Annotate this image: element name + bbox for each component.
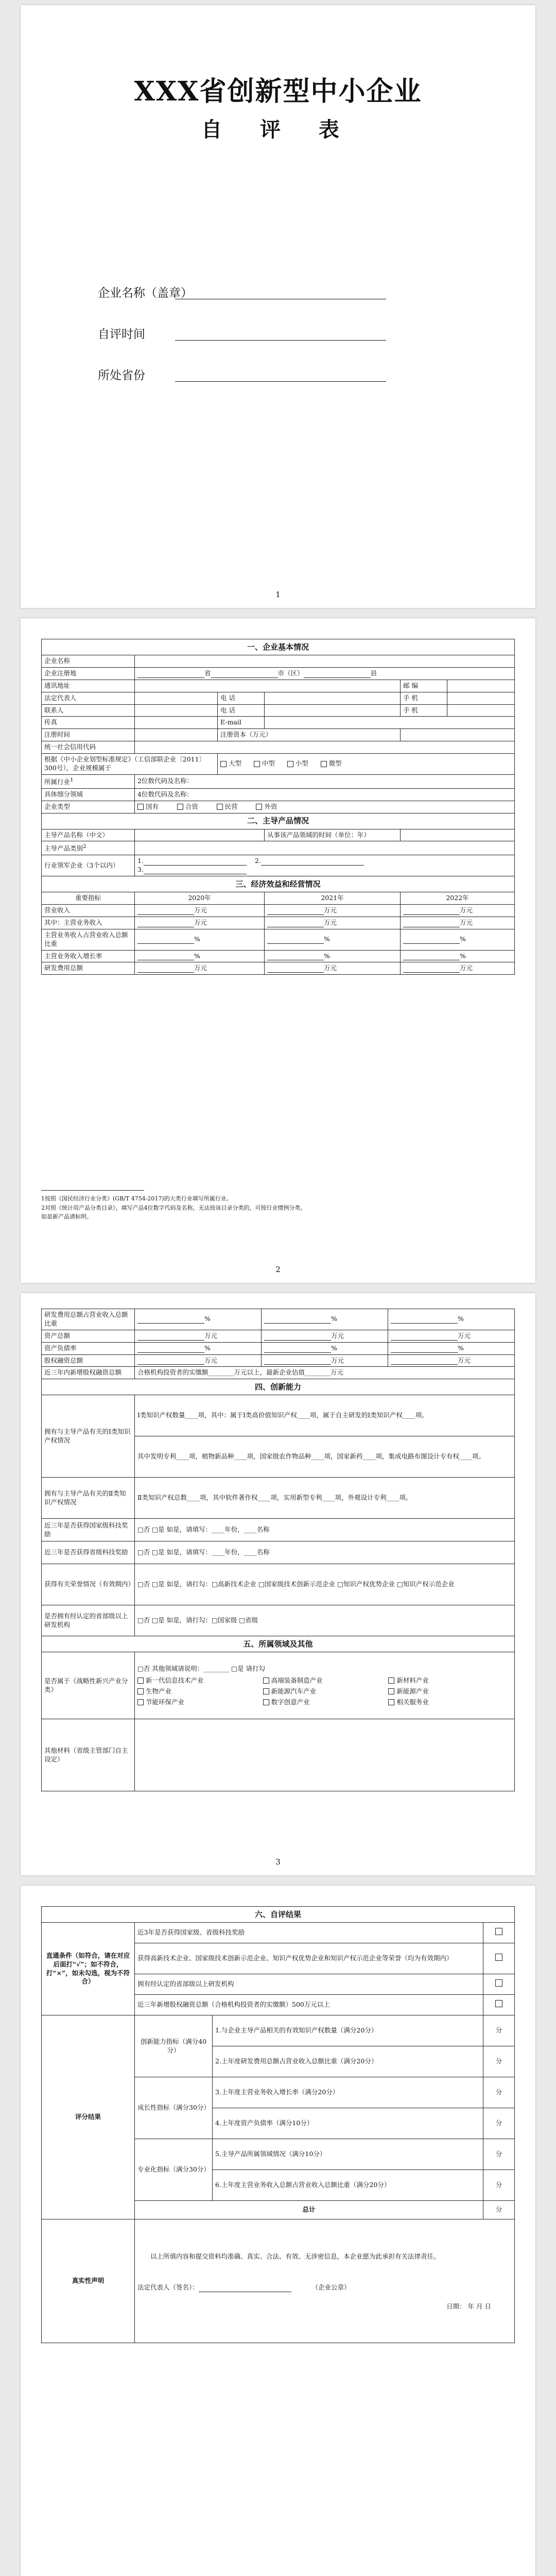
legal-rep-input[interactable]	[135, 692, 218, 704]
label-reg-capital: 注册资本（万元）	[218, 729, 401, 741]
label-honors: 获得有关荣誉情况（有效期内）	[42, 1564, 135, 1605]
truth-statement: 以上所填内容和提交资料均准确、真实、合法、有效、无涉密信息，本企业愿为此承担有关法律责任。 法定代表人（签名）： （企业公章） 日期： 年 月 日	[135, 2219, 515, 2343]
label-fax: 传真	[42, 717, 135, 729]
direct-check[interactable]	[483, 1995, 515, 2015]
direct-item: 近三年新增股权融资总额（合格机构投资者的实缴额）500万元以上	[135, 1995, 483, 2015]
label-contact: 联系人	[42, 704, 135, 717]
direct-check[interactable]	[483, 1923, 515, 1943]
label-emerging-industry: 是否属于《战略性新兴产业分类》	[42, 1652, 135, 1719]
direct-item: 近3年是否获得国家级、省级科技奖励	[135, 1923, 483, 1943]
total-input[interactable]: 分	[483, 2201, 515, 2219]
label-mobile-2: 手 机	[401, 704, 447, 717]
scale-option[interactable]: 小型	[287, 759, 308, 767]
table-row: 主营业务收入增长率 % % %	[42, 950, 515, 962]
total-label: 总计	[135, 2201, 483, 2219]
table-row: 其中：主营业务收入 万元 万元 万元	[42, 917, 515, 929]
scale-option[interactable]: 大型	[220, 759, 241, 767]
cover-subtitle: 自 评 表	[201, 117, 355, 142]
contact-phone-input[interactable]	[265, 704, 401, 717]
label-industry: 所属行业$^1$	[42, 774, 135, 788]
direct-check[interactable]	[483, 1943, 515, 1974]
scale-options	[218, 754, 515, 775]
cover-page	[21, 5, 535, 608]
cover-field-company: 企业名称（盖章）	[98, 283, 193, 300]
label-mail-address: 通讯地址	[42, 680, 135, 692]
section-title: 六、自评结果	[42, 1907, 515, 1923]
table-header: 重要指标	[42, 892, 135, 905]
label-product-name: 主导产品名称（中文）	[42, 829, 135, 841]
honors-input[interactable]: □否 □是 如是，请打勾：□高新技术企业 □国家级技术创新示范企业 □知识产权优势企业 □知识产权示范企业	[135, 1564, 515, 1605]
company-name-input[interactable]	[135, 655, 515, 668]
product-name-input[interactable]	[135, 829, 265, 841]
cover-title: XXX省创新型中小企业	[134, 76, 422, 107]
cover-field-province: 所处省份	[98, 366, 145, 383]
reg-capital-input[interactable]	[401, 729, 515, 741]
product-years-input[interactable]	[401, 829, 515, 841]
product-category-input[interactable]	[135, 841, 515, 855]
label-ip1: 拥有与主导产品有关的Ⅰ类知识产权情况	[42, 1395, 135, 1478]
label-reg-time: 注册时间	[42, 729, 135, 741]
direct-item: 获得高新技术企业、国家级技术创新示范企业、知识产权优势企业和知识产权示范企业等荣誉（均为有效期内）	[135, 1943, 483, 1974]
score-item: 2.上年度研发费用总额占营业收入总额比重（满分20分）	[213, 2046, 483, 2077]
table-header: 2021年	[265, 892, 401, 905]
score-item: 1.与企业主导产品相关的有效知识产权数量（满分20分）	[213, 2015, 483, 2046]
reg-address-input[interactable]: 省 市（区） 县	[135, 667, 515, 680]
label-phone: 电 话	[218, 692, 265, 704]
score-item: 5.主导产品所属领域情况（满分10分）	[213, 2139, 483, 2170]
basic-info-table	[41, 639, 515, 975]
industry-input[interactable]: 2位数代码及名称：	[135, 774, 515, 788]
table-header: 2022年	[401, 892, 515, 905]
phone-input[interactable]	[265, 692, 401, 704]
label-product-category: 主导产品类别$^2$	[42, 841, 135, 855]
label-reg-address: 企业注册地	[42, 667, 135, 680]
score-item: 6.上年度主营业务收入总额占营业收入总额比重（满分20分）	[213, 2170, 483, 2201]
label-national-award: 近三年是否获得国家级科技奖励	[42, 1519, 135, 1541]
page-number: 3	[275, 1857, 281, 1867]
score-input[interactable]: 分	[483, 2015, 515, 2046]
label-score: 评分结果	[42, 2015, 135, 2219]
section-title: 五、所属领域及其他	[42, 1636, 515, 1652]
label-email: E-mail	[218, 717, 265, 729]
other-material-input[interactable]	[135, 1719, 515, 1791]
label-truth: 真实性声明	[42, 2219, 135, 2343]
score-input[interactable]: 分	[483, 2170, 515, 2201]
direct-check[interactable]	[483, 1974, 515, 1995]
score-input[interactable]: 分	[483, 2139, 515, 2170]
table-row: 资产负债率 % % %	[42, 1342, 515, 1354]
sub-industry-input[interactable]: 4位数代码及名称：	[135, 788, 515, 801]
label-other-material: 其他材料（省级主管部门自主设定）	[42, 1719, 135, 1791]
table-row: 营业收入 万元 万元 万元	[42, 905, 515, 917]
score-group: 专业化指标（满分30分）	[135, 2139, 213, 2201]
page-number: 2	[275, 1265, 281, 1274]
table-row: 资产总额 万元 万元 万元	[42, 1330, 515, 1342]
mobile-input[interactable]	[447, 692, 515, 704]
score-item: 4.上年度资产负债率（满分10分）	[213, 2108, 483, 2139]
score-input[interactable]: 分	[483, 2108, 515, 2139]
mail-address-input[interactable]	[135, 680, 401, 692]
label-equity: 近三年内新增股权融资总额	[42, 1367, 135, 1379]
label-rd-institution: 是否拥有经认定的省部级以上研发机构	[42, 1605, 135, 1636]
type-option[interactable]: 合资	[177, 803, 198, 810]
label-ip2: 拥有与主导产品有关的Ⅱ类知识产权情况	[42, 1478, 135, 1519]
ip1-input[interactable]: Ⅰ类知识产权数量____项，其中：属于Ⅰ类高价值知识产权____项，属于自主研发的Ⅰ类知识产权____项。	[135, 1395, 515, 1436]
rd-institution-input[interactable]: □否 □是 如是，请打勾：□国家级 □省级	[135, 1605, 515, 1636]
type-option[interactable]: 民营	[217, 803, 238, 810]
score-input[interactable]: 分	[483, 2077, 515, 2108]
label-phone-2: 电 话	[218, 704, 265, 717]
fax-input[interactable]	[135, 717, 218, 729]
page-number: 1	[275, 590, 281, 599]
label-type: 企业类型	[42, 801, 135, 813]
contact-input[interactable]	[135, 704, 218, 717]
ip1-detail-input[interactable]: 其中发明专利____项，植物新品种____项，国家级农作物品种____项，国家新药____项，集成电路布图设计专有权____项。	[135, 1436, 515, 1478]
contact-mobile-input[interactable]	[447, 704, 515, 717]
label-company-name: 企业名称	[42, 655, 135, 668]
label-sub-industry: 具体细分领域	[42, 788, 135, 801]
label-legal-rep: 法定代表人	[42, 692, 135, 704]
scale-option[interactable]: 微型	[321, 759, 342, 767]
table-row: 研发费用总额 万元 万元 万元	[42, 962, 515, 975]
table-row: 主营业务收入占营业收入总额比重 % % %	[42, 929, 515, 950]
type-options	[135, 801, 515, 813]
equity-input[interactable]: 合格机构投资者的实缴额________万元以上，最新企业估值________万元	[135, 1367, 515, 1379]
cover-field-time: 自评时间	[98, 325, 145, 342]
postcode-input[interactable]	[447, 680, 515, 692]
label-mobile: 手 机	[401, 692, 447, 704]
table-row: 股权融资总额 万元 万元 万元	[42, 1354, 515, 1367]
self-eval-table	[41, 1906, 515, 2343]
section-title: 四、创新能力	[42, 1379, 515, 1395]
type-option[interactable]: 国有	[137, 803, 159, 810]
ip2-input[interactable]: Ⅱ类知识产权总数____项，其中软件著作权____项，实用新型专利____项，外观设计专利____项。	[135, 1478, 515, 1519]
table-header: 2020年	[135, 892, 265, 905]
label-product-years: 从事该产品领域的时间（单位：年）	[265, 829, 401, 841]
section-title: 二、主导产品情况	[42, 813, 515, 829]
table-row: 研发费用总额占营业收入总额比重 % % %	[42, 1309, 515, 1330]
page-3	[21, 1293, 535, 1875]
emerging-industry-input[interactable]: □否 其他领域请说明：________ □是 请打勾 新一代信息技术产业 高端装备制造产业 新材料产业 生物产业 新能源汽车产业 新能源产业 节能环保产业 数字创意产业 相关服务业	[135, 1652, 515, 1719]
label-leaders: 行业领军企业（3个以内）	[42, 855, 135, 876]
page-2	[21, 618, 535, 1283]
section-title: 三、经济效益和经营情况	[42, 876, 515, 892]
score-input[interactable]: 分	[483, 2046, 515, 2077]
label-scale: 根据《中小企业划型标准规定》（工信部联企业〔2011〕300号），企业规模属于	[42, 754, 218, 775]
label-credit-code: 统一社会信用代码	[42, 741, 135, 754]
label-postcode: 邮 编	[401, 680, 447, 692]
innovation-table	[41, 1309, 515, 1791]
scale-option[interactable]: 中型	[254, 759, 275, 767]
type-option[interactable]: 外资	[256, 803, 277, 810]
score-group: 创新能力指标（满分40分）	[135, 2015, 213, 2077]
label-provincial-award: 近三年是否获得省级科技奖励	[42, 1541, 135, 1564]
email-input[interactable]	[265, 717, 515, 729]
credit-code-input[interactable]	[135, 741, 515, 754]
score-item: 3.上年度主营业务收入增长率（满分20分）	[213, 2077, 483, 2108]
section-title: 一、企业基本情况	[42, 639, 515, 655]
reg-time-input[interactable]	[135, 729, 218, 741]
page-4	[21, 1886, 535, 2576]
footnotes: 1按照《国民经济行业分类》(GB/T 4754-2017)的大类行业填写所属行业。 2对照《统计用产品分类目录》，填写产品4位数字代码及名称，无法按该目录分类的，可按行业惯例分类。 如是新产品请标明。	[41, 1195, 306, 1221]
direct-item: 拥有经认定的省部级以上研发机构	[135, 1974, 483, 1995]
score-group: 成长性指标（满分30分）	[135, 2077, 213, 2139]
national-award-input[interactable]: □否 □是 如是，请填写：____年份，____名称	[135, 1519, 515, 1541]
label-direct: 直通条件（如符合，请在对应后面打“√”；如不符合，打“×”，如未勾选，视为不符合）	[42, 1923, 135, 2015]
provincial-award-input[interactable]: □否 □是 如是，请填写：____年份，____名称	[135, 1541, 515, 1564]
leaders-input[interactable]: 1. 2. 3.	[135, 855, 515, 876]
